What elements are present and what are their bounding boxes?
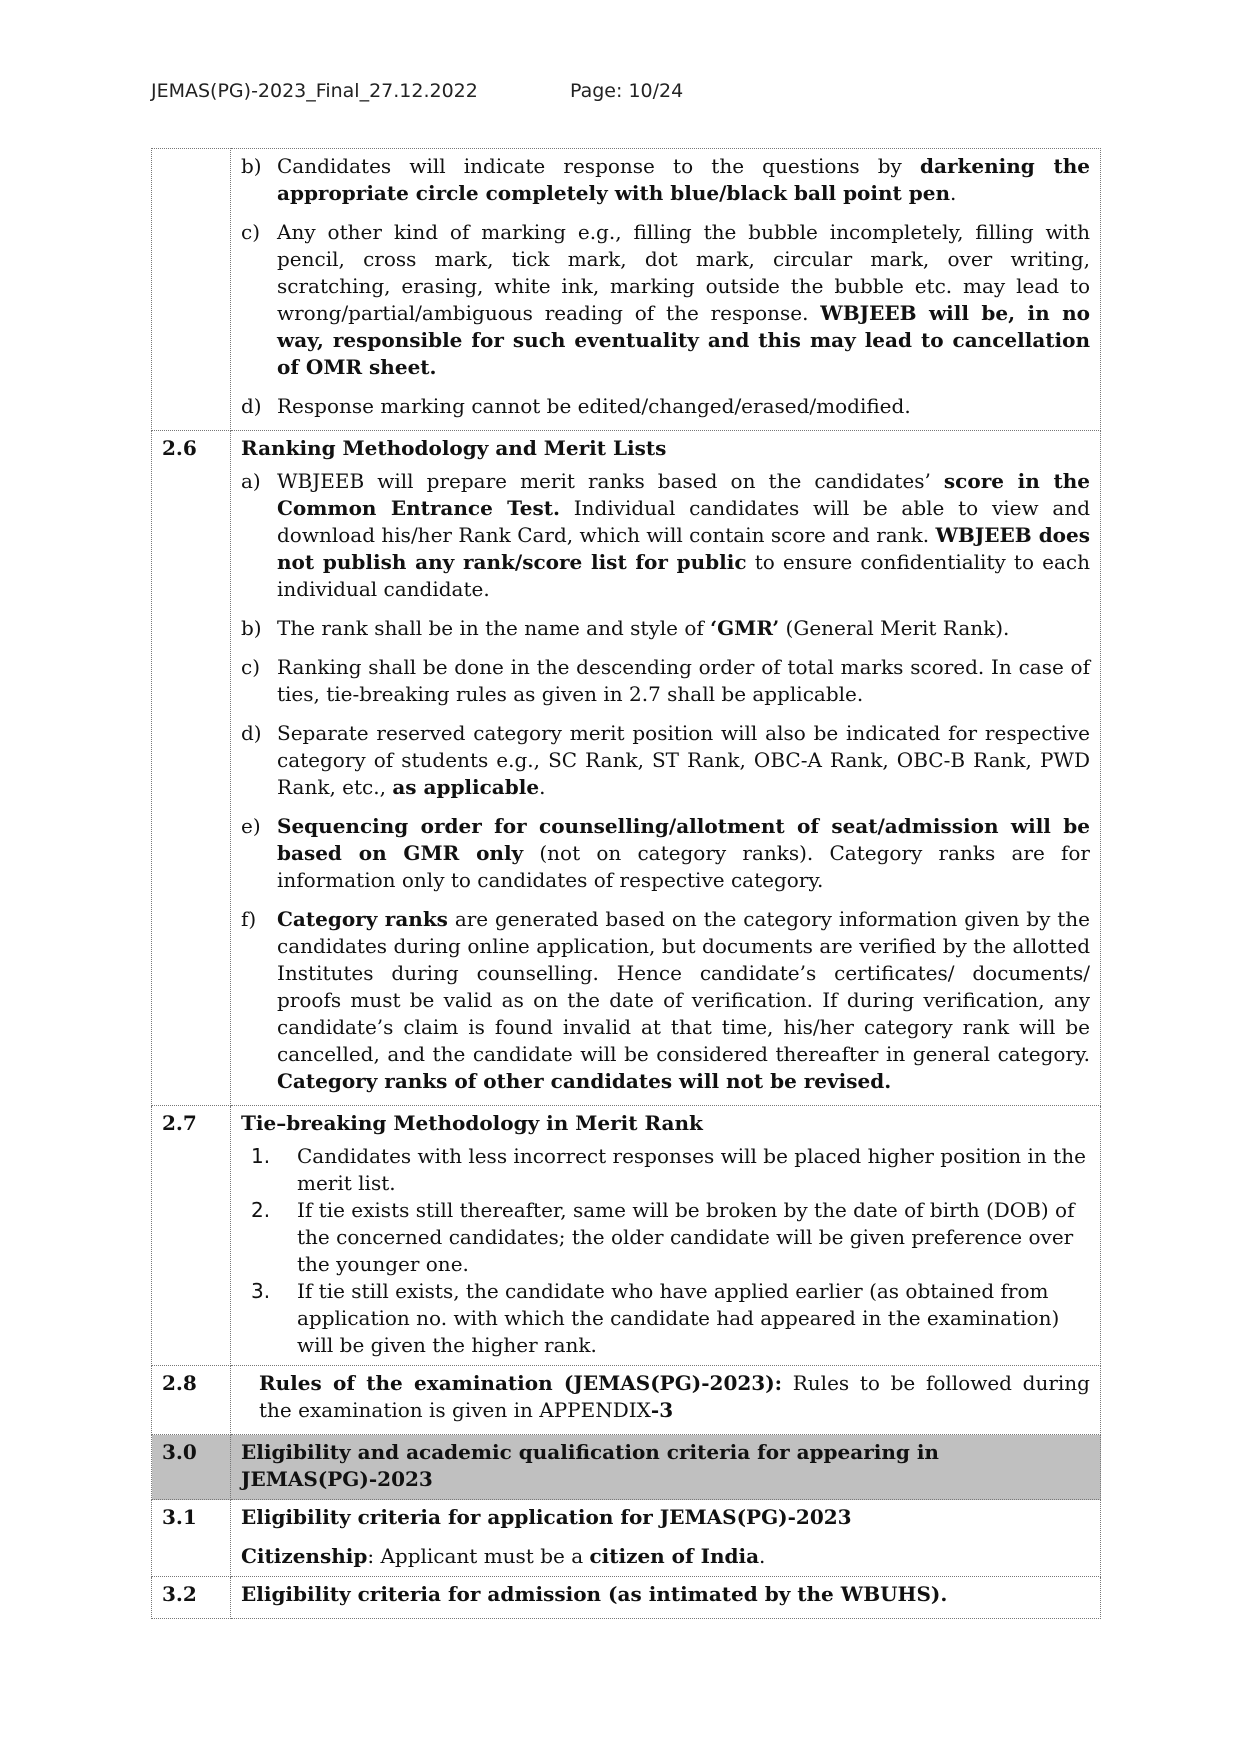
section-title: Tie–breaking Methodology in Merit Rank [241, 1111, 703, 1135]
list-item: e) Sequencing order for counselling/allotment of seat/admission will be based on GMR only (not on category ranks). Category ranks are for information only to candidates of respective category. [241, 814, 1090, 892]
list-item: c) Ranking shall be done in the descending order of total marks scored. In case of ties, tie-breaking rules as given in 2.7 shall be applicable. [241, 655, 1090, 706]
list-item: a) WBJEEB will prepare merit ranks based on the candidates’ score in the Common Entrance Test. Individual candidates will be able to view and download his/her Rank Card, which will contain score and rank. WBJEEB does not publish any rank/score list for public to ensure confidentiality to each individual candidate. [241, 469, 1091, 601]
list-item: b) The rank shall be in the name and style of ‘GMR’ (General Merit Rank). [241, 616, 1010, 640]
item-label: b) [241, 154, 262, 178]
section-number: 3.2 [152, 1577, 231, 1619]
section-body [231, 431, 1101, 1106]
item-label: d) [241, 394, 262, 418]
section-body [231, 1500, 1101, 1577]
item-label: b) [241, 616, 262, 640]
section-number: 3.0 [152, 1435, 231, 1500]
section-title: Eligibility criteria for admission (as intimated by the WBUHS). [241, 1582, 948, 1606]
item-label: f) [241, 907, 257, 931]
citizenship-paragraph: Citizenship: Applicant must be a citizen of India. [241, 1544, 766, 1568]
list-item: d) Separate reserved category merit position will also be indicated for respective category of students e.g., SC Rank, ST Rank, OBC-A Rank, OBC-B Rank, PWD Rank, etc., as applicable. [241, 721, 1090, 799]
item-label: c) [241, 220, 261, 244]
list-item: b) Candidates will indicate response to the questions by darkening the appropriate circle completely with blue/black ball point pen. [241, 154, 1090, 205]
section-title: Eligibility and academic qualification criteria for appearing in JEMAS(PG)-2023 [241, 1440, 939, 1491]
item-label: d) [241, 721, 262, 745]
section-number: 3.1 [152, 1500, 231, 1577]
section-body [231, 1106, 1101, 1366]
section-body [231, 149, 1101, 431]
table-row [152, 149, 1101, 431]
table-row [152, 1366, 1101, 1435]
document-name: JEMAS(PG)-2023_Final_27.12.2022 [151, 80, 478, 102]
section-body [231, 1577, 1101, 1619]
list-item: 1. Candidates with less incorrect responses will be placed higher position in the merit list. [251, 1144, 1086, 1195]
rules-paragraph: Rules of the examination (JEMAS(PG)-2023): Rules to be followed during the examination is given in APPENDIX-3 [259, 1371, 1090, 1422]
section-number: 2.6 [152, 431, 231, 1106]
section-title: Ranking Methodology and Merit Lists [241, 436, 667, 460]
item-label: a) [241, 469, 261, 493]
numbered-list [241, 1143, 1090, 1359]
list-item: 3. If tie still exists, the candidate who have applied earlier (as obtained from application no. with which the candidate had appeared in the examination) will be given the higher rank. [251, 1279, 1060, 1357]
item-label: e) [241, 814, 261, 838]
page-number: Page: 10/24 [570, 80, 684, 102]
content-table [151, 148, 1101, 1619]
item-label: 1. [251, 1144, 271, 1168]
section-title: Eligibility criteria for application for JEMAS(PG)-2023 [241, 1505, 852, 1529]
table-row [152, 1500, 1101, 1577]
table-row [152, 1435, 1101, 1500]
table-row [152, 1577, 1101, 1619]
table-row [152, 431, 1101, 1106]
list-item: f) Category ranks are generated based on the category information given by the candidates during online application, but documents are verified by the allotted Institutes during counselling. Hence candidate’s certificates/ documents/ proofs must be valid as on the date of verification. If during verification, any candidate’s claim is found invalid at that time, his/her category rank will be cancelled, and the candidate will be considered thereafter in general category. Category ranks of other candidates will not be revised. [241, 907, 1090, 1093]
section-number [152, 149, 231, 431]
section-number: 2.7 [152, 1106, 231, 1366]
item-label: 2. [251, 1198, 271, 1222]
list-item: 2. If tie exists still thereafter, same will be broken by the date of birth (DOB) of the concerned candidates; the older candidate will be given preference over the younger one. [251, 1198, 1075, 1276]
list-item: d) Response marking cannot be edited/changed/erased/modified. [241, 394, 911, 418]
section-body [231, 1366, 1101, 1435]
section-number: 2.8 [152, 1366, 231, 1435]
item-label: 3. [251, 1279, 271, 1303]
section-body [231, 1435, 1101, 1500]
list-item: c) Any other kind of marking e.g., filling the bubble incompletely, filling with pencil, cross mark, tick mark, dot mark, circular mark, over writing, scratching, erasing, white ink, marking outside the bubble etc. may lead to wrong/partial/ambiguous reading of the response. WBJEEB will be, in no way, responsible for such eventuality and this may lead to cancellation of OMR sheet. [241, 220, 1090, 379]
item-label: c) [241, 655, 261, 679]
table-row [152, 1106, 1101, 1366]
